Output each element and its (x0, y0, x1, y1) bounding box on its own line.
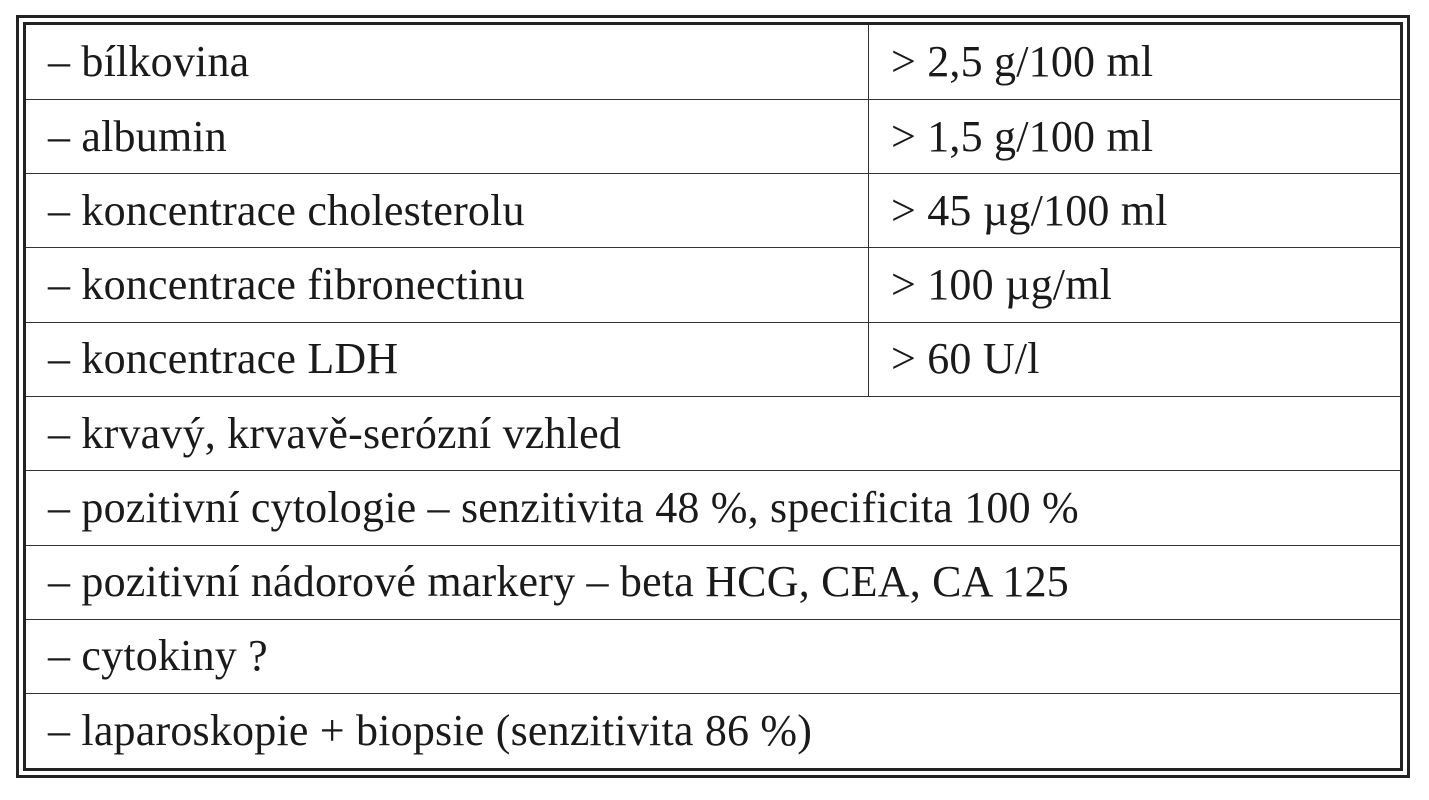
row-label: – koncentrace cholesterolu (25, 174, 869, 248)
table-row (25, 24, 1402, 100)
row-value: > 1,5 g/100 ml (869, 99, 1402, 173)
row-label: – koncentrace LDH (25, 322, 869, 396)
table-row (25, 619, 1402, 693)
row-label: – koncentrace fibronectinu (25, 248, 869, 322)
row-label: – albumin (25, 99, 869, 173)
table-row (25, 396, 1402, 470)
row-label: – pozitivní nádorové markery – beta HCG, CEA, CA 125 (25, 545, 1402, 619)
row-label: – cytokiny ? (25, 619, 1402, 693)
table-row (25, 322, 1402, 396)
table-row (25, 99, 1402, 173)
row-label: – krvavý, krvavě-serózní vzhled (25, 396, 1402, 470)
row-value: > 100 µg/ml (869, 248, 1402, 322)
table-frame (16, 15, 1410, 778)
table-row (25, 248, 1402, 322)
row-label: – pozitivní cytologie – senzitivita 48 %, specificita 100 % (25, 471, 1402, 545)
criteria-table (23, 22, 1403, 771)
row-value: > 2,5 g/100 ml (869, 24, 1402, 100)
row-value: > 60 U/l (869, 322, 1402, 396)
table-row (25, 471, 1402, 545)
table-row (25, 545, 1402, 619)
table-row (25, 174, 1402, 248)
row-label: – bílkovina (25, 24, 869, 100)
row-label: – laparoskopie + biopsie (senzitivita 86 %) (25, 694, 1402, 770)
table-row (25, 694, 1402, 770)
row-value: > 45 µg/100 ml (869, 174, 1402, 248)
